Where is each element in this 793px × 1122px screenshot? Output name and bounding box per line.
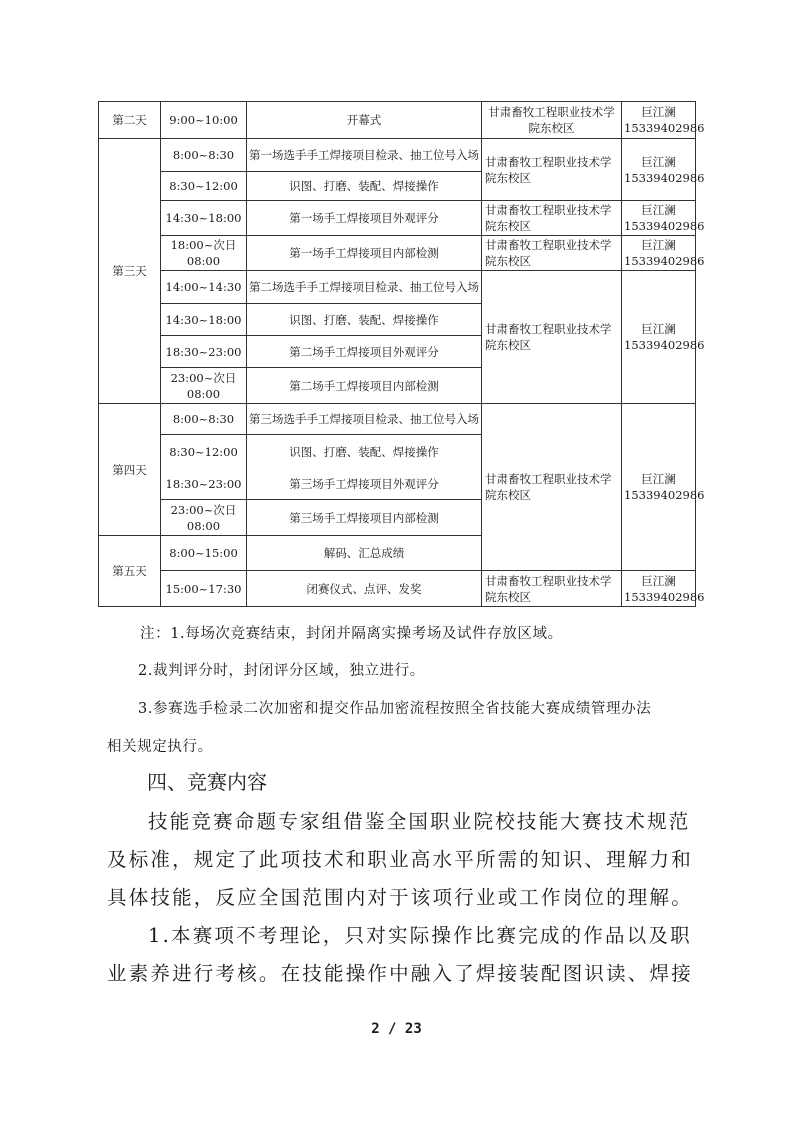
time-cell: 14:00~14:30 [161, 271, 247, 304]
item-cell: 解码、汇总成绩 [247, 536, 482, 571]
time-cell: 14:30~18:00 [161, 304, 247, 336]
item-cell: 识图、打磨、装配、焊接操作 [247, 435, 482, 469]
item-cell: 第一场手工焊接项目外观评分 [247, 201, 482, 236]
location-cell: 甘肃畜牧工程职业技术学院东校区 [482, 571, 622, 607]
paragraph-1-line-3: 具体技能，反应全国范围内对于该项行业或工作岗位的理解。 [107, 886, 693, 909]
time-cell: 18:00~次日 08:00 [161, 236, 247, 271]
item-cell: 第三场手工焊接项目内部检测 [247, 500, 482, 536]
time-cell: 8:30~12:00 [161, 172, 247, 201]
time-cell: 18:30~23:00 [161, 469, 247, 500]
section-heading: 四、竞赛内容 [147, 770, 267, 794]
location-cell: 甘肃畜牧工程职业技术学院东校区 [482, 139, 622, 201]
item-cell: 第二场手工焊接项目外观评分 [247, 336, 482, 368]
contact-cell: 巨江澜 15339402986 [622, 271, 696, 404]
schedule-table [98, 101, 705, 607]
paragraph-2-line-1: 1.本赛项不考理论，只对实际操作比赛完成的作品以及职 [148, 924, 692, 947]
location-cell: 甘肃畜牧工程职业技术学院东校区 [482, 102, 622, 139]
location-cell: 甘肃畜牧工程职业技术学院东校区 [482, 201, 622, 236]
item-cell: 第一场手工焊接项目内部检测 [247, 236, 482, 271]
day-cell: 第五天 [99, 536, 161, 607]
paragraph-1-line-2: 及标准，规定了此项技术和职业高水平所需的知识、理解力和 [107, 848, 693, 871]
time-cell: 23:00~次日 08:00 [161, 500, 247, 536]
time-cell: 8:00~15:00 [161, 536, 247, 571]
location-cell: 甘肃畜牧工程职业技术学院东校区 [482, 404, 622, 571]
contact-cell: 巨江澜 15339402986 [622, 236, 696, 271]
table-row [99, 404, 696, 435]
table-row [99, 236, 696, 271]
item-cell: 第三场选手手工焊接项目检录、抽工位号入场 [247, 404, 482, 435]
time-cell: 8:00~8:30 [161, 404, 247, 435]
item-cell: 第二场选手手工焊接项目检录、抽工位号入场 [247, 271, 482, 304]
time-cell: 8:00~8:30 [161, 139, 247, 172]
note-1: 注：1.每场次竞赛结束，封闭并隔离实操考场及试件存放区域。 [140, 626, 563, 642]
location-cell: 甘肃畜牧工程职业技术学院东校区 [482, 236, 622, 271]
contact-cell: 巨江澜 15339402986 [622, 102, 696, 139]
day-cell: 第二天 [99, 102, 161, 139]
item-cell: 识图、打磨、装配、焊接操作 [247, 172, 482, 201]
time-cell: 15:00~17:30 [161, 571, 247, 607]
note-3-line-1: 3.参赛选手检录二次加密和提交作品加密流程按照全省技能大赛成绩管理办法 [138, 701, 652, 717]
table-row [99, 102, 696, 139]
table-row [99, 271, 696, 304]
contact-cell: 巨江澜 15339402986 [622, 139, 696, 201]
day-cell: 第四天 [99, 404, 161, 536]
note-3-line-2: 相关规定执行。 [107, 739, 213, 755]
time-cell: 23:00~次日 08:00 [161, 368, 247, 404]
item-cell: 闭赛仪式、点评、发奖 [247, 571, 482, 607]
note-2: 2.裁判评分时，封闭评分区域，独立进行。 [138, 663, 425, 679]
contact-cell: 巨江澜 15339402986 [622, 201, 696, 236]
table-row [99, 139, 696, 172]
time-cell: 14:30~18:00 [161, 201, 247, 236]
item-cell: 识图、打磨、装配、焊接操作 [247, 304, 482, 336]
time-cell: 18:30~23:00 [161, 336, 247, 368]
table-row [99, 571, 696, 607]
paragraph-2-line-2: 业素养进行考核。在技能操作中融入了焊接装配图识读、焊接 [107, 962, 693, 985]
contact-cell: 巨江澜 15339402986 [622, 571, 696, 607]
table-row [99, 201, 696, 236]
contact-cell: 巨江澜 15339402986 [622, 404, 696, 571]
time-cell: 9:00~10:00 [161, 102, 247, 139]
paragraph-1-line-1: 技能竞赛命题专家组借鉴全国职业院校技能大赛技术规范 [148, 810, 691, 833]
item-cell: 第一场选手手工焊接项目检录、抽工位号入场 [247, 139, 482, 172]
item-cell: 第三场手工焊接项目外观评分 [247, 469, 482, 500]
time-cell: 8:30~12:00 [161, 435, 247, 469]
location-cell: 甘肃畜牧工程职业技术学院东校区 [482, 271, 622, 404]
item-cell: 开幕式 [247, 102, 482, 139]
page-number: 2 / 23 [371, 1021, 422, 1037]
item-cell: 第二场手工焊接项目内部检测 [247, 368, 482, 404]
day-cell: 第三天 [99, 139, 161, 404]
